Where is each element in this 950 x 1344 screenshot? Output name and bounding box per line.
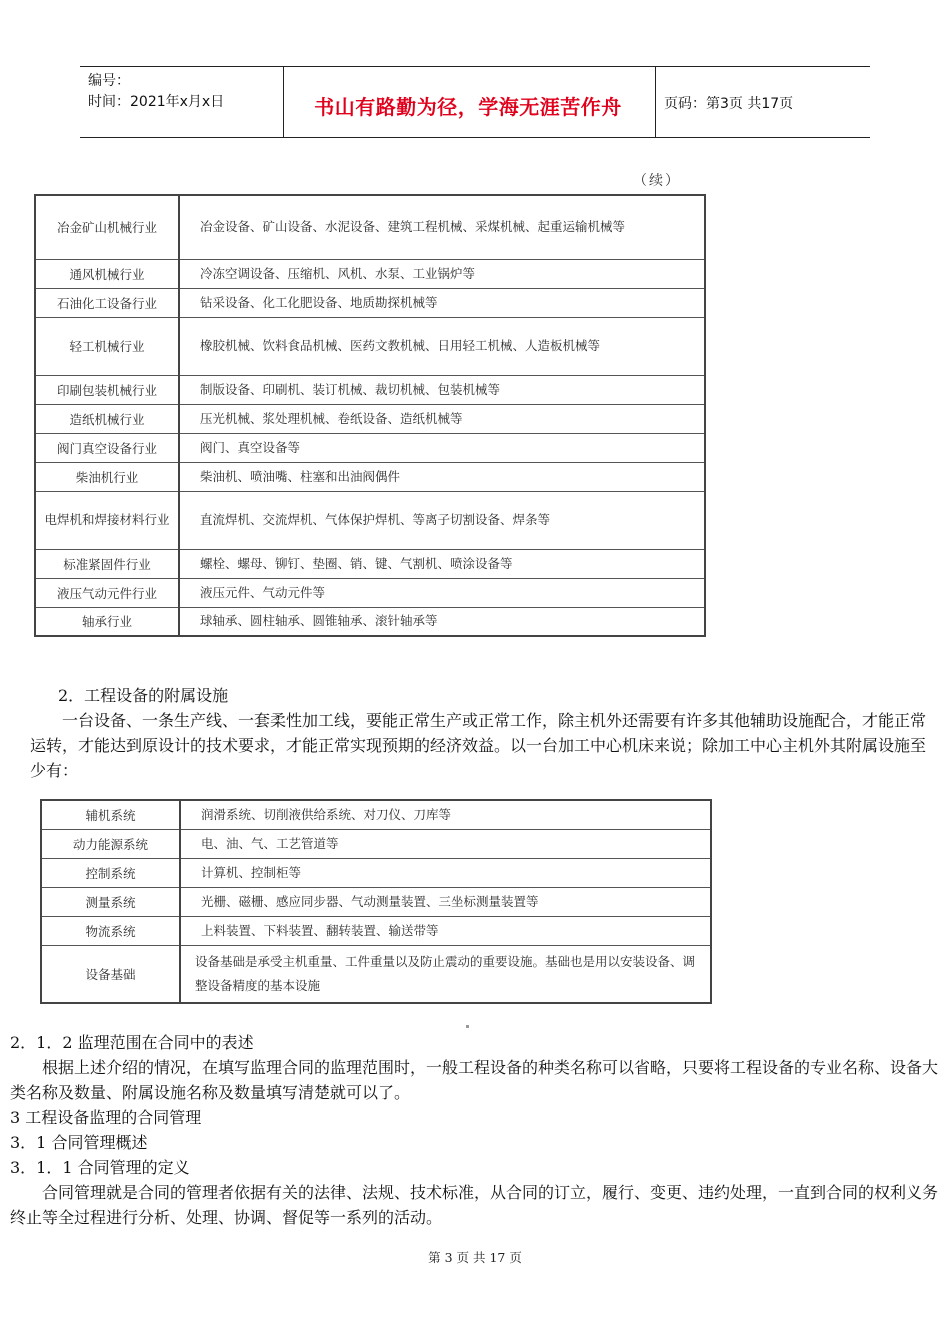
table-cell-items: 柴油机、喷油嘴、柱塞和出油阀偶件 bbox=[179, 462, 705, 491]
table-row bbox=[41, 858, 711, 887]
table-cell-category: 石油化工设备行业 bbox=[35, 288, 179, 317]
page-footer: 第 3 页 共 17 页 bbox=[428, 1250, 522, 1265]
table-cell-items: 上料装置、下料装置、翻转装置、输送带等 bbox=[180, 916, 711, 945]
table-cell-items: 压光机械、浆处理机械、卷纸设备、造纸机械等 bbox=[179, 404, 705, 433]
table-row bbox=[35, 578, 705, 607]
table-cell-category: 轻工机械行业 bbox=[35, 317, 179, 375]
subsection-heading: 3．1 合同管理概述 bbox=[10, 1133, 148, 1152]
table-row bbox=[35, 195, 705, 259]
table-cell-category: 测量系统 bbox=[41, 887, 180, 916]
continued-mark: （续） bbox=[633, 173, 681, 189]
table-cell-items: 制版设备、印刷机、装订机械、裁切机械、包装机械等 bbox=[179, 375, 705, 404]
table-cell-items: 液压元件、气动元件等 bbox=[179, 578, 705, 607]
document-number-label: 编号： bbox=[88, 73, 130, 89]
body-paragraph: 根据上述介绍的情况，在填写监理合同的监理范围时，一般工程设备的种类名称可以省略，只要将工程设备的专业名称、设备大类名称及数量、附属设施名称及数量填写清楚就可以了。 bbox=[10, 1058, 939, 1102]
table-cell-items: 阀门、真空设备等 bbox=[179, 433, 705, 462]
table-cell-items: 润滑系统、切削液供给系统、对刀仪、刀库等 bbox=[180, 800, 711, 829]
table-cell-category: 标准紧固件行业 bbox=[35, 549, 179, 578]
subsection-heading: 3．1．1 合同管理的定义 bbox=[10, 1158, 190, 1177]
table-cell-category: 轴承行业 bbox=[35, 607, 179, 636]
header-motto: 书山有路勤为径，学海无涯苦作舟 bbox=[314, 95, 622, 119]
table-cell-category: 造纸机械行业 bbox=[35, 404, 179, 433]
auxiliary-facilities-table bbox=[40, 799, 712, 1004]
section-heading: 2．1．2 监理范围在合同中的表述 bbox=[10, 1033, 254, 1052]
table-cell-category: 辅机系统 bbox=[41, 800, 180, 829]
table-cell-category: 阀门真空设备行业 bbox=[35, 433, 179, 462]
header-page-info: 页码：第3页 共17页 bbox=[664, 96, 794, 112]
table-cell-items: 计算机、控制柜等 bbox=[180, 858, 711, 887]
table-cell-category: 液压气动元件行业 bbox=[35, 578, 179, 607]
table-row bbox=[41, 887, 711, 916]
table-cell-items: 钻采设备、化工化肥设备、地质勘探机械等 bbox=[179, 288, 705, 317]
scan-speck bbox=[466, 1025, 469, 1028]
table-cell-category: 动力能源系统 bbox=[41, 829, 180, 858]
table-cell-items: 设备基础是承受主机重量、工件重量以及防止震动的重要设施。基础也是用以安装设备、调整设备精度的基本设施 bbox=[180, 945, 711, 1003]
table-cell-items: 光栅、磁栅、感应同步器、气动测量装置、三坐标测量装置等 bbox=[180, 887, 711, 916]
table-cell-items: 直流焊机、交流焊机、气体保护焊机、等离子切割设备、焊条等 bbox=[179, 491, 705, 549]
table-cell-items: 橡胶机械、饮料食品机械、医药文教机械、日用轻工机械、人造板机械等 bbox=[179, 317, 705, 375]
header-divider bbox=[655, 67, 656, 137]
table-cell-items: 冷冻空调设备、压缩机、风机、水泵、工业锅炉等 bbox=[179, 259, 705, 288]
table-row bbox=[35, 491, 705, 549]
table-row bbox=[35, 259, 705, 288]
table-cell-category: 通风机械行业 bbox=[35, 259, 179, 288]
table-cell-items: 电、油、气、工艺管道等 bbox=[180, 829, 711, 858]
table-cell-category: 柴油机行业 bbox=[35, 462, 179, 491]
body-paragraph: 一台设备、一条生产线、一套柔性加工线，要能正常生产或正常工作，除主机外还需要有许多其他辅助设施配合，才能正常运转，才能达到原设计的技术要求，才能正常实现预期的经济效益。以一台加工中心机床来说；除加工中心主机外其附属设施至少有： bbox=[30, 711, 927, 780]
table-row bbox=[35, 549, 705, 578]
table-row bbox=[35, 607, 705, 636]
table-row bbox=[41, 945, 711, 1003]
table-cell-category: 物流系统 bbox=[41, 916, 180, 945]
table-row bbox=[41, 800, 711, 829]
body-paragraph: 合同管理就是合同的管理者依据有关的法律、法规、技术标准，从合同的订立，履行、变更、违约处理，一直到合同的权利义务终止等全过程进行分析、处理、协调、督促等一系列的活动。 bbox=[10, 1183, 939, 1227]
table-row bbox=[35, 404, 705, 433]
table-cell-category: 冶金矿山机械行业 bbox=[35, 195, 179, 259]
table-cell-category: 控制系统 bbox=[41, 858, 180, 887]
table-row bbox=[41, 829, 711, 858]
industry-table bbox=[34, 194, 706, 637]
section-heading: 3 工程设备监理的合同管理 bbox=[10, 1108, 202, 1127]
table-row bbox=[35, 375, 705, 404]
table-cell-items: 球轴承、圆柱轴承、圆锥轴承、滚针轴承等 bbox=[179, 607, 705, 636]
table-row bbox=[35, 317, 705, 375]
header-meta bbox=[88, 71, 278, 113]
table-cell-items: 螺栓、螺母、铆钉、垫圈、销、键、气割机、喷涂设备等 bbox=[179, 549, 705, 578]
section-heading: 2．工程设备的附属设施 bbox=[58, 686, 229, 705]
table-cell-category: 电焊机和焊接材料行业 bbox=[35, 491, 179, 549]
page-header bbox=[80, 66, 870, 138]
document-date-label: 时间：2021年x月x日 bbox=[88, 94, 225, 110]
table-cell-category: 设备基础 bbox=[41, 945, 180, 1003]
table-cell-items: 冶金设备、矿山设备、水泥设备、建筑工程机械、采煤机械、起重运输机械等 bbox=[179, 195, 705, 259]
table-row bbox=[35, 288, 705, 317]
table-row bbox=[41, 916, 711, 945]
table-row bbox=[35, 433, 705, 462]
table-cell-category: 印刷包装机械行业 bbox=[35, 375, 179, 404]
table-row bbox=[35, 462, 705, 491]
